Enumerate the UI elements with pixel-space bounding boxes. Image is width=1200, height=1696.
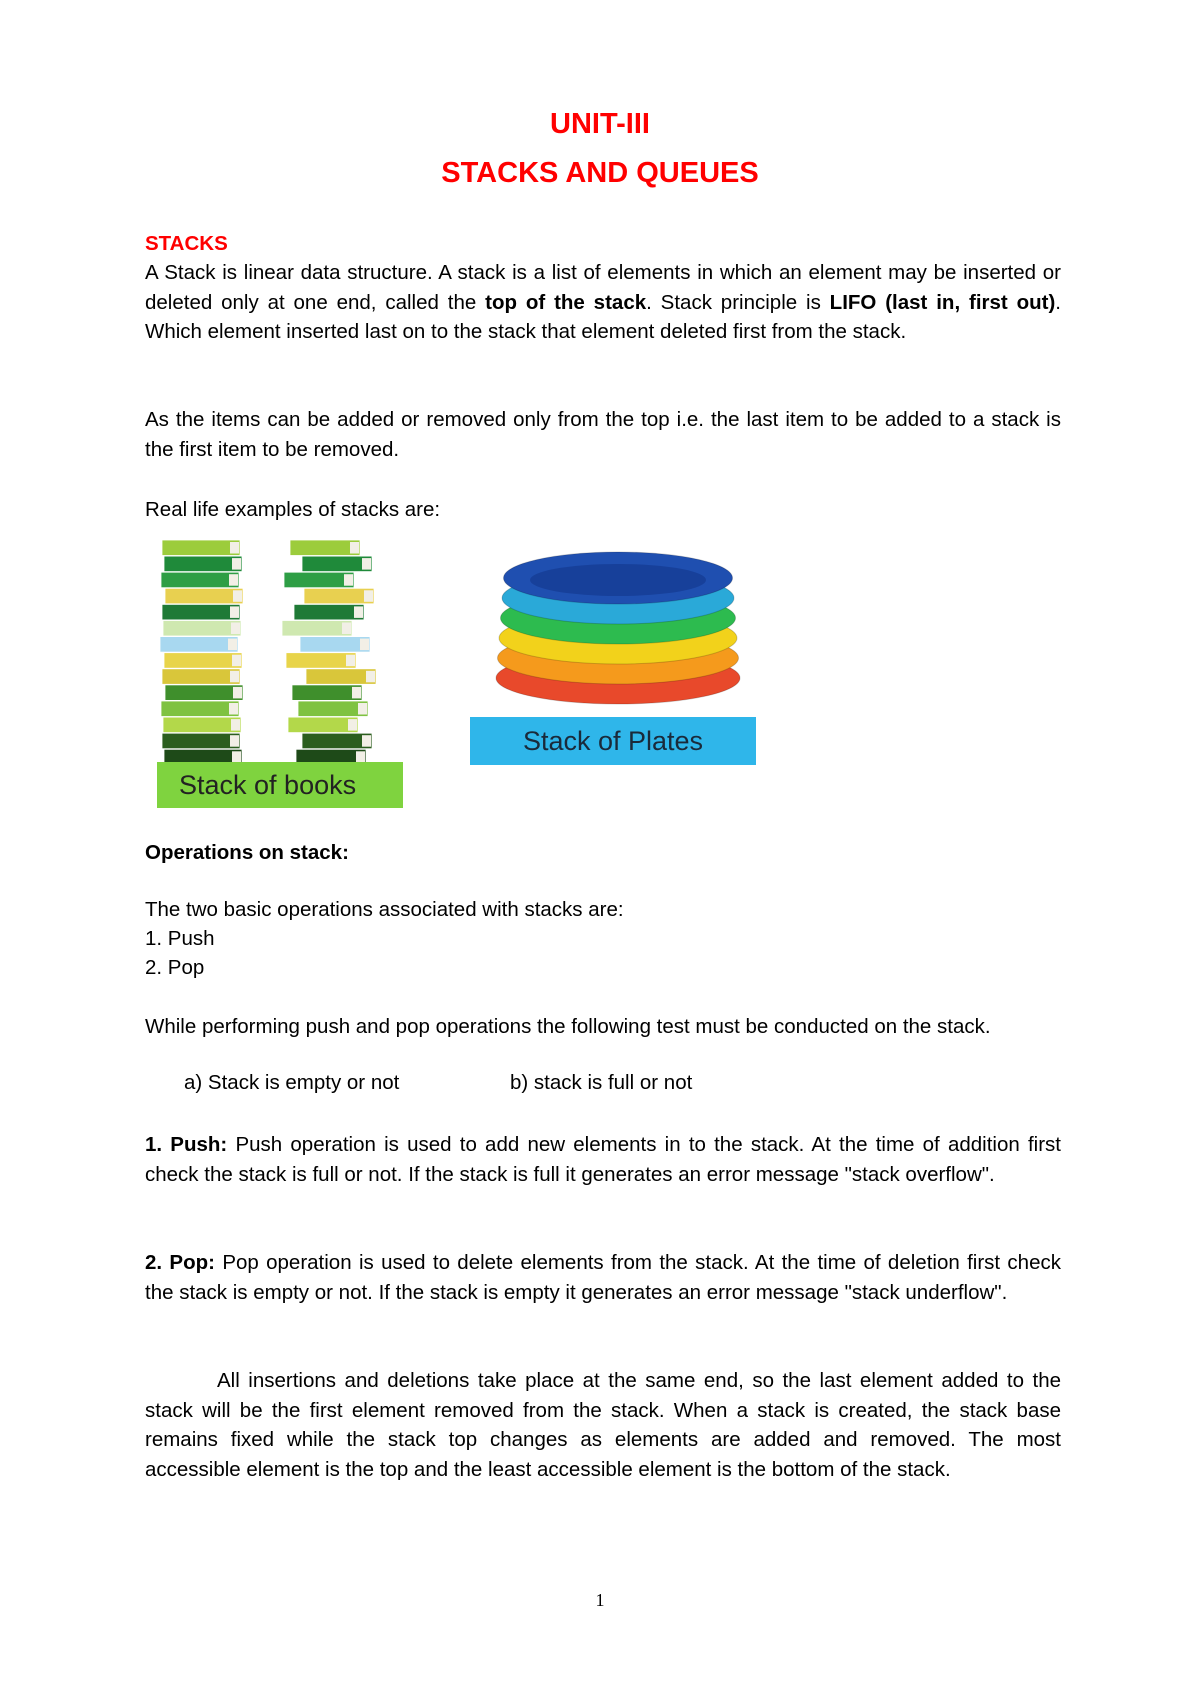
book-pages	[362, 558, 371, 570]
books-stack-left	[160, 540, 243, 765]
def-text-a: A Stack is linear data structure. A stack is a list of elements in which an element may be inserted or deleted only at one end, called the	[145, 261, 1061, 314]
book	[164, 556, 242, 572]
book-pages	[350, 542, 359, 554]
book	[164, 653, 242, 669]
operation-item-push: 1. Push	[145, 927, 215, 950]
book	[163, 717, 241, 733]
top-removal-paragraph: As the items can be added or removed only from the top i.e. the last item to be added to a stack is the first item to be removed.	[145, 408, 1061, 461]
pop-paragraph	[145, 1248, 1061, 1307]
page-number: 1	[595, 1590, 605, 1610]
operations-heading	[145, 838, 1061, 868]
book-pages	[354, 606, 363, 618]
book-pages	[232, 558, 241, 570]
book-pages	[364, 590, 373, 602]
book	[298, 701, 368, 717]
book	[161, 701, 239, 717]
stack-of-plates-label: Stack of Plates	[470, 717, 756, 765]
plates-stack	[496, 552, 740, 704]
book-pages	[233, 590, 242, 602]
book-pages	[342, 623, 351, 635]
book	[160, 637, 238, 653]
def-text-c: . Stack principle is	[646, 290, 830, 314]
def-lifo: LIFO (last in, first out)	[829, 290, 1056, 314]
book	[300, 637, 370, 653]
operations-intro: The two basic operations associated with stacks are:	[145, 898, 624, 921]
book	[306, 669, 376, 685]
books-stack-right	[282, 540, 376, 765]
book-pages	[344, 574, 353, 586]
book-pages	[230, 735, 239, 747]
book-pages	[230, 606, 239, 618]
def-top-of-stack: top of the stack	[485, 290, 647, 314]
stacks-definition-paragraph	[145, 258, 1061, 347]
book-pages	[229, 574, 238, 586]
book	[292, 685, 362, 701]
book	[161, 572, 239, 588]
page-title: STACKS AND QUEUES	[441, 157, 759, 189]
stacks-heading-label: STACKS	[145, 232, 228, 255]
book-pages	[352, 687, 361, 699]
book	[284, 572, 354, 588]
unit-heading: UNIT-III	[550, 108, 650, 140]
book-pages	[228, 639, 237, 651]
summary-paragraph: All insertions and deletions take place at the same end, so the last element added to the stack will be the first element removed from the stack. When a stack is created, the stack base remains fixed while the stack top changes as elements are added and removed. The most accessible element is the top and the least accessible element is the bottom of the stack.	[145, 1369, 1061, 1481]
book-pages	[232, 655, 241, 667]
stacks-heading	[145, 229, 1061, 259]
push-text: Push operation is used to add new elements in to the stack. At the time of addition first check the stack is full or not. If the stack is full it generates an error message "stack overflow".	[145, 1133, 1061, 1186]
book-pages	[348, 719, 357, 731]
operation-item-pop: 2. Pop	[145, 956, 205, 979]
book	[165, 685, 243, 701]
book	[162, 540, 240, 556]
book	[294, 604, 364, 620]
pop-label: 2. Pop:	[145, 1251, 215, 1274]
book-pages	[346, 655, 355, 667]
book	[162, 669, 240, 685]
book	[290, 540, 360, 556]
book	[282, 621, 352, 637]
book	[162, 604, 240, 620]
book-pages	[231, 719, 240, 731]
book-pages	[358, 703, 367, 715]
examples-intro: Real life examples of stacks are:	[145, 498, 441, 521]
stack-of-plates-image	[488, 548, 748, 710]
book	[302, 556, 372, 572]
book	[163, 621, 241, 637]
book	[288, 717, 358, 733]
book-pages	[233, 687, 242, 699]
book	[286, 653, 356, 669]
book-pages	[229, 703, 238, 715]
book-pages	[360, 639, 369, 651]
test-item-a: a) Stack is empty or not	[184, 1071, 400, 1094]
book	[302, 733, 372, 749]
def-text-e: . Which element inserted last on to the stack that element deleted first from the stack.	[145, 290, 1061, 343]
book	[165, 588, 243, 604]
book-pages	[366, 671, 375, 683]
push-label: 1. Push:	[145, 1133, 228, 1156]
book-pages	[362, 735, 371, 747]
book-pages	[230, 671, 239, 683]
tests-intro-paragraph: While performing push and pop operations the following test must be conducted on the stack.	[145, 1015, 991, 1038]
book-pages	[230, 542, 239, 554]
push-paragraph	[145, 1130, 1061, 1189]
test-item-b: b) stack is full or not	[510, 1071, 693, 1094]
operations-heading-label: Operations on stack:	[145, 841, 349, 864]
book	[162, 733, 240, 749]
pop-text: Pop operation is used to delete elements from the stack. At the time of deletion first check the stack is empty or not. If the stack is empty it generates an error message "stack underflow".	[145, 1251, 1061, 1304]
book	[304, 588, 374, 604]
book-pages	[231, 623, 240, 635]
plate-inner	[530, 564, 706, 596]
stack-of-books-label: Stack of books	[157, 762, 403, 808]
